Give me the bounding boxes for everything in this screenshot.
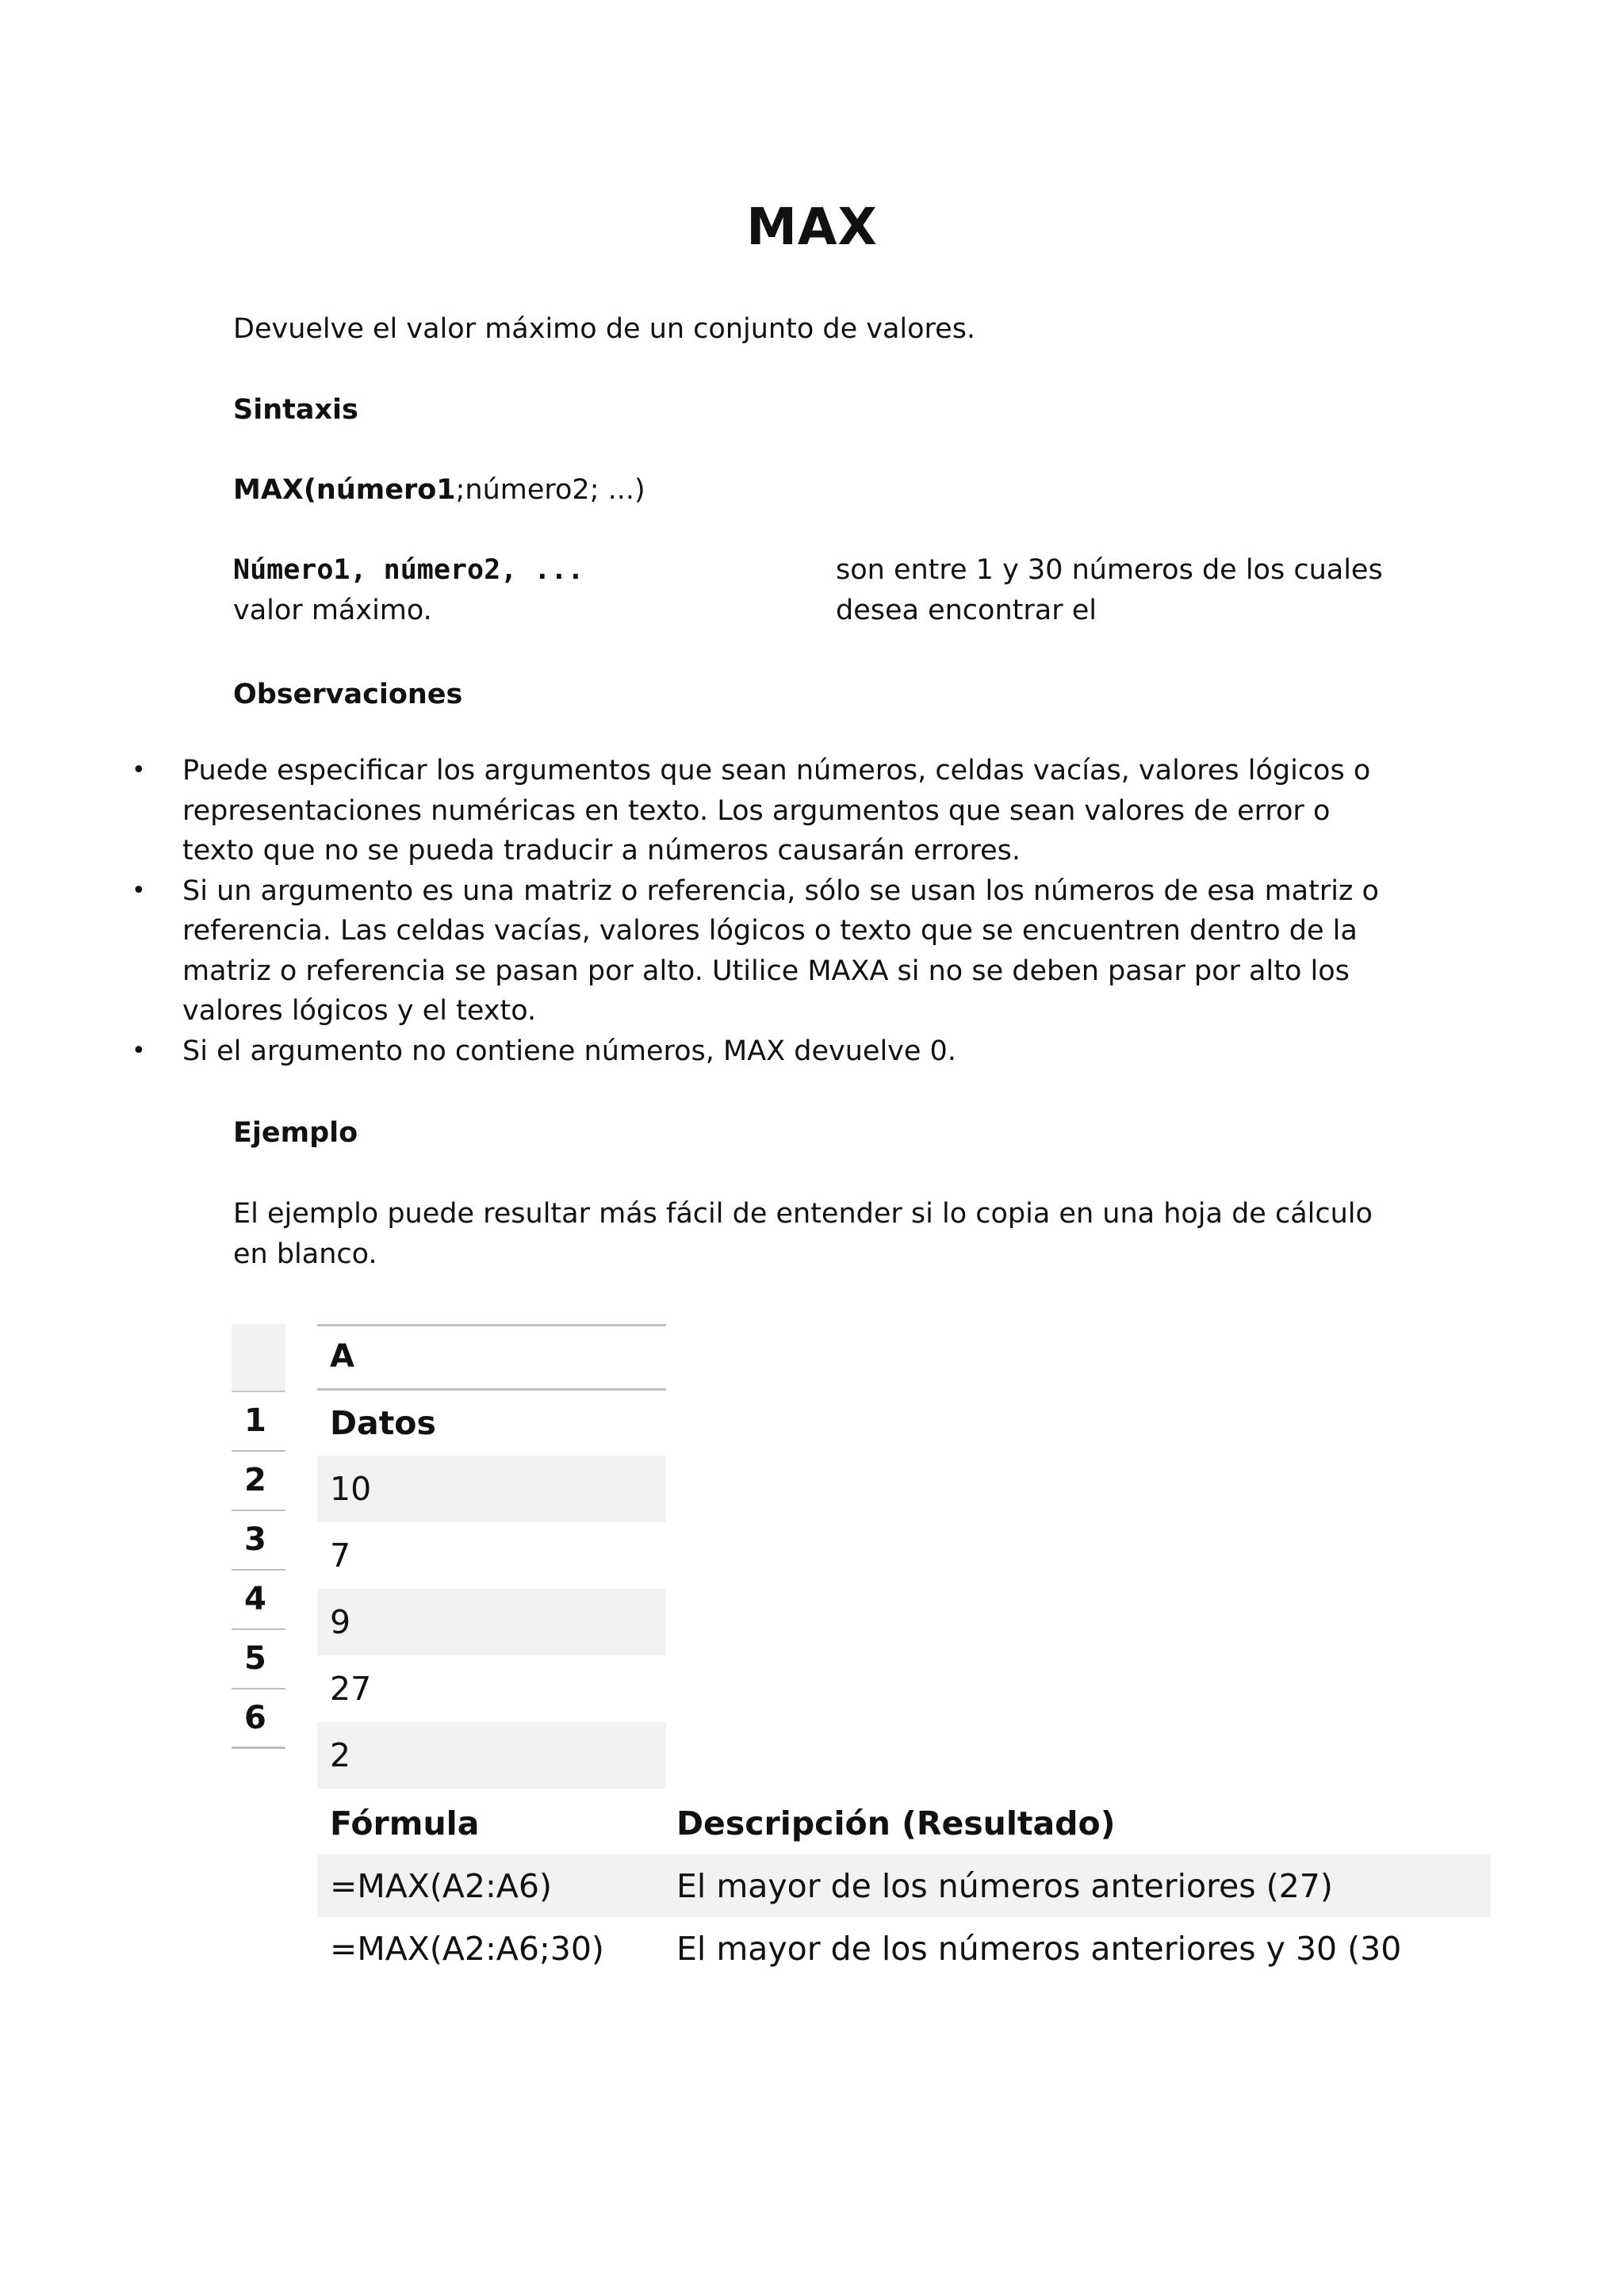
table-row (317, 1917, 1491, 1980)
column-header: Fórmula (330, 1804, 480, 1843)
example-text: El ejemplo puede resultar más fácil de entender si lo copia en una hoja de cálculo en blanco. (233, 1198, 1373, 1270)
row-number: 3 (232, 1511, 285, 1571)
syntax-function: MAX( (233, 474, 316, 506)
row-number: 6 (232, 1689, 285, 1749)
formula-table (317, 1792, 1491, 1980)
table-cell: 2 (317, 1722, 666, 1789)
function-description: Devuelve el valor máximo de un conjunto de valores. (233, 313, 976, 345)
argument-desc-line1: son entre 1 y 30 números de los cuales desea encontrar el (836, 554, 1383, 626)
column-header: A (317, 1324, 666, 1391)
syntax-heading: Sintaxis (233, 394, 358, 426)
page-title: MAX (746, 198, 878, 257)
table-cell: 27 (330, 1670, 372, 1708)
list-item: • Si un argumento es una matriz o referencia, sólo se usan los números de esa matriz o referencia. Las celdas vacías, valores lógicos o texto que se encuentren dentro de la matriz o referencia se pasan por alto. Utilice MAXA si no se deben pasar por alto los valores lógicos y el texto. (127, 871, 1396, 1031)
list-item: • Puede especificar los argumentos que sean números, celdas vacías, valores lógicos o representaciones numéricas en texto. Los argumentos que sean valores de error o texto que no se pueda traducir a números causarán errores. (127, 751, 1396, 871)
description-cell: El mayor de los números anteriores y 30 (30 (676, 1929, 1402, 1968)
syntax-rest: ;número2; ...) (455, 474, 645, 506)
table-cell: Datos (330, 1404, 436, 1442)
observations-heading: Observaciones (233, 679, 463, 710)
bullet-icon: • (132, 756, 146, 784)
row-number: 5 (232, 1630, 285, 1689)
table-cell: 9 (317, 1589, 666, 1655)
observations-list (127, 751, 1396, 1071)
list-item: • Si el argumento no contiene números, MAX devuelve 0. (127, 1031, 1396, 1072)
argument-names: Número1, número2, ... (233, 554, 584, 586)
table-cell: 7 (330, 1536, 351, 1575)
example-heading: Ejemplo (233, 1117, 358, 1149)
syntax-line (233, 470, 1383, 511)
arguments-block (233, 550, 1383, 637)
bullet-icon: • (132, 1036, 146, 1065)
formula-cell: =MAX(A2:A6) (330, 1866, 552, 1905)
table-header-row (317, 1792, 1491, 1854)
row-number: 2 (232, 1452, 285, 1511)
table-cell: 10 (317, 1456, 666, 1522)
syntax-arg1: número1 (316, 474, 456, 506)
corner-cell (232, 1324, 285, 1392)
table-row (317, 1854, 1491, 1917)
column-a (317, 1324, 666, 1789)
row-number: 1 (232, 1392, 285, 1452)
bullet-icon: • (132, 876, 146, 905)
column-header: Descripción (Resultado) (676, 1804, 1116, 1843)
argument-desc-line2: valor máximo. (233, 595, 432, 626)
row-numbers (232, 1324, 285, 1749)
formula-cell: =MAX(A2:A6;30) (330, 1929, 604, 1968)
description-cell: El mayor de los números anteriores (27) (676, 1866, 1333, 1905)
row-number: 4 (232, 1571, 285, 1630)
